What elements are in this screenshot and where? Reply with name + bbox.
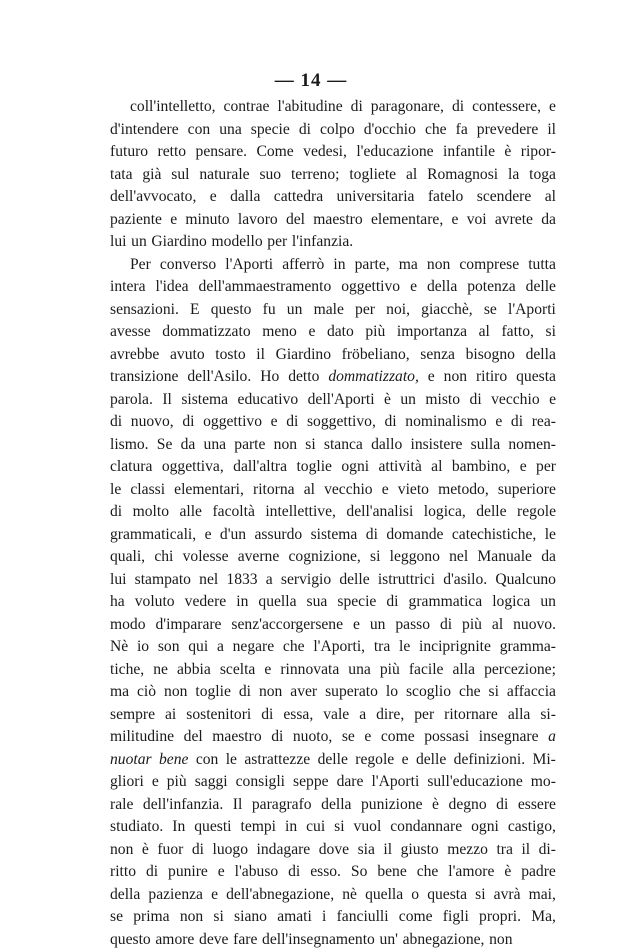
text-line: sensazioni. E questo fu un male per noi, giacchè, se l'Aporti [110,299,556,322]
text-line: Per converso l'Aporti afferrò in parte, ma non comprese tutta [110,254,556,277]
text-line: dell'avvocato, e dalla cattedra universitaria fatelo scendere al [110,186,556,209]
text-line: avrebbe avuto tosto il Giardino fröbeliano, senza bisogno della [110,344,556,367]
text-line: avesse dommatizzato meno e dato più importanza al fatto, si [110,321,556,344]
text-line: ha voluto vedere in quella sua specie di grammatica logica un [110,591,556,614]
text-line: ma ciò non toglie di non aver superato lo scoglio che si affaccia [110,681,556,704]
text-line: ritto di punire e l'abuso di esso. So bene che l'amore è padre [110,861,556,884]
text-line: lui un Giardino modello per l'infanzia. [110,231,556,254]
text-line: gliori e più saggi consigli seppe dare l'Aporti sull'educazione mo- [110,771,556,794]
text-line: lui stampato nel 1833 a servigio delle istruttrici d'asilo. Qualcuno [110,569,556,592]
text-line: nuotar bene con le astrattezze delle regole e delle definizioni. Mi- [110,749,556,772]
text-line: rale dell'infanzia. Il paragrafo della punizione è degno di essere [110,794,556,817]
text-line: tata già sul naturale suo terreno; togliete al Romagnosi la toga [110,164,556,187]
text-line: sempre ai sostenitori di essa, vale a dire, per ritornare alla si- [110,704,556,727]
text-line: se prima non si siano amati i fanciulli come figli propri. Ma, [110,906,556,929]
text-line: coll'intelletto, contrae l'abitudine di paragonare, di contessere, e [110,96,556,119]
text-line: futuro retto pensare. Come vedesi, l'educazione infantile è ripor- [110,141,556,164]
text-line: lismo. Se da una parte non si stanca dallo insistere sulla nomen- [110,434,556,457]
text-line: studiato. In questi tempi in cui si vuol condannare ogni castigo, [110,816,556,839]
text-line: questo amore deve fare dell'insegnamento un' abnegazione, non [110,929,556,951]
text-line: militudine del maestro di nuoto, se e come possasi insegnare a [110,726,556,749]
text-line: paziente e minuto lavoro del maestro elementare, e voi avrete da [110,209,556,232]
paragraph-2 [110,254,556,951]
text-line: Nè io son qui a negare che l'Aporti, tra le inciprignite gramma- [110,636,556,659]
text-line: le classi elementari, ritorna al vecchio e vieto metodo, superiore [110,479,556,502]
text-line: non è fuor di luogo indagare dove sia il giusto mezzo tra il di- [110,839,556,862]
text-line: quali, chi volesse averne cognizione, si leggono nel Manuale da [110,546,556,569]
text-line: di nuovo, di oggettivo e di soggettivo, di nominalismo e di rea- [110,411,556,434]
body-text [110,96,556,951]
text-line: d'intendere con una specie di colpo d'occhio che fa prevedere il [110,119,556,142]
page-number: — 14 — [0,70,622,92]
text-line: transizione dell'Asilo. Ho detto dommatizzato, e non ritiro questa [110,366,556,389]
text-line: della pazienza e dell'abnegazione, nè quella o questa si avrà mai, [110,884,556,907]
text-line: tiche, ne abbia scelta e rinnovata una più facile alla percezione; [110,659,556,682]
text-line: di molto alle facoltà intellettive, dell'analisi logica, delle regole [110,501,556,524]
text-line: parola. Il sistema educativo dell'Aporti è un misto di vecchio e [110,389,556,412]
text-line: modo d'imparare senz'accorgersene e un passo di più al nuovo. [110,614,556,637]
paragraph-1 [110,96,556,254]
text-line: grammaticali, e d'un assurdo sistema di domande catechistiche, le [110,524,556,547]
text-line: intera l'idea dell'ammaestramento oggettivo e della potenza delle [110,276,556,299]
text-line: clatura oggettiva, dall'altra toglie ogni attività al bambino, e per [110,456,556,479]
